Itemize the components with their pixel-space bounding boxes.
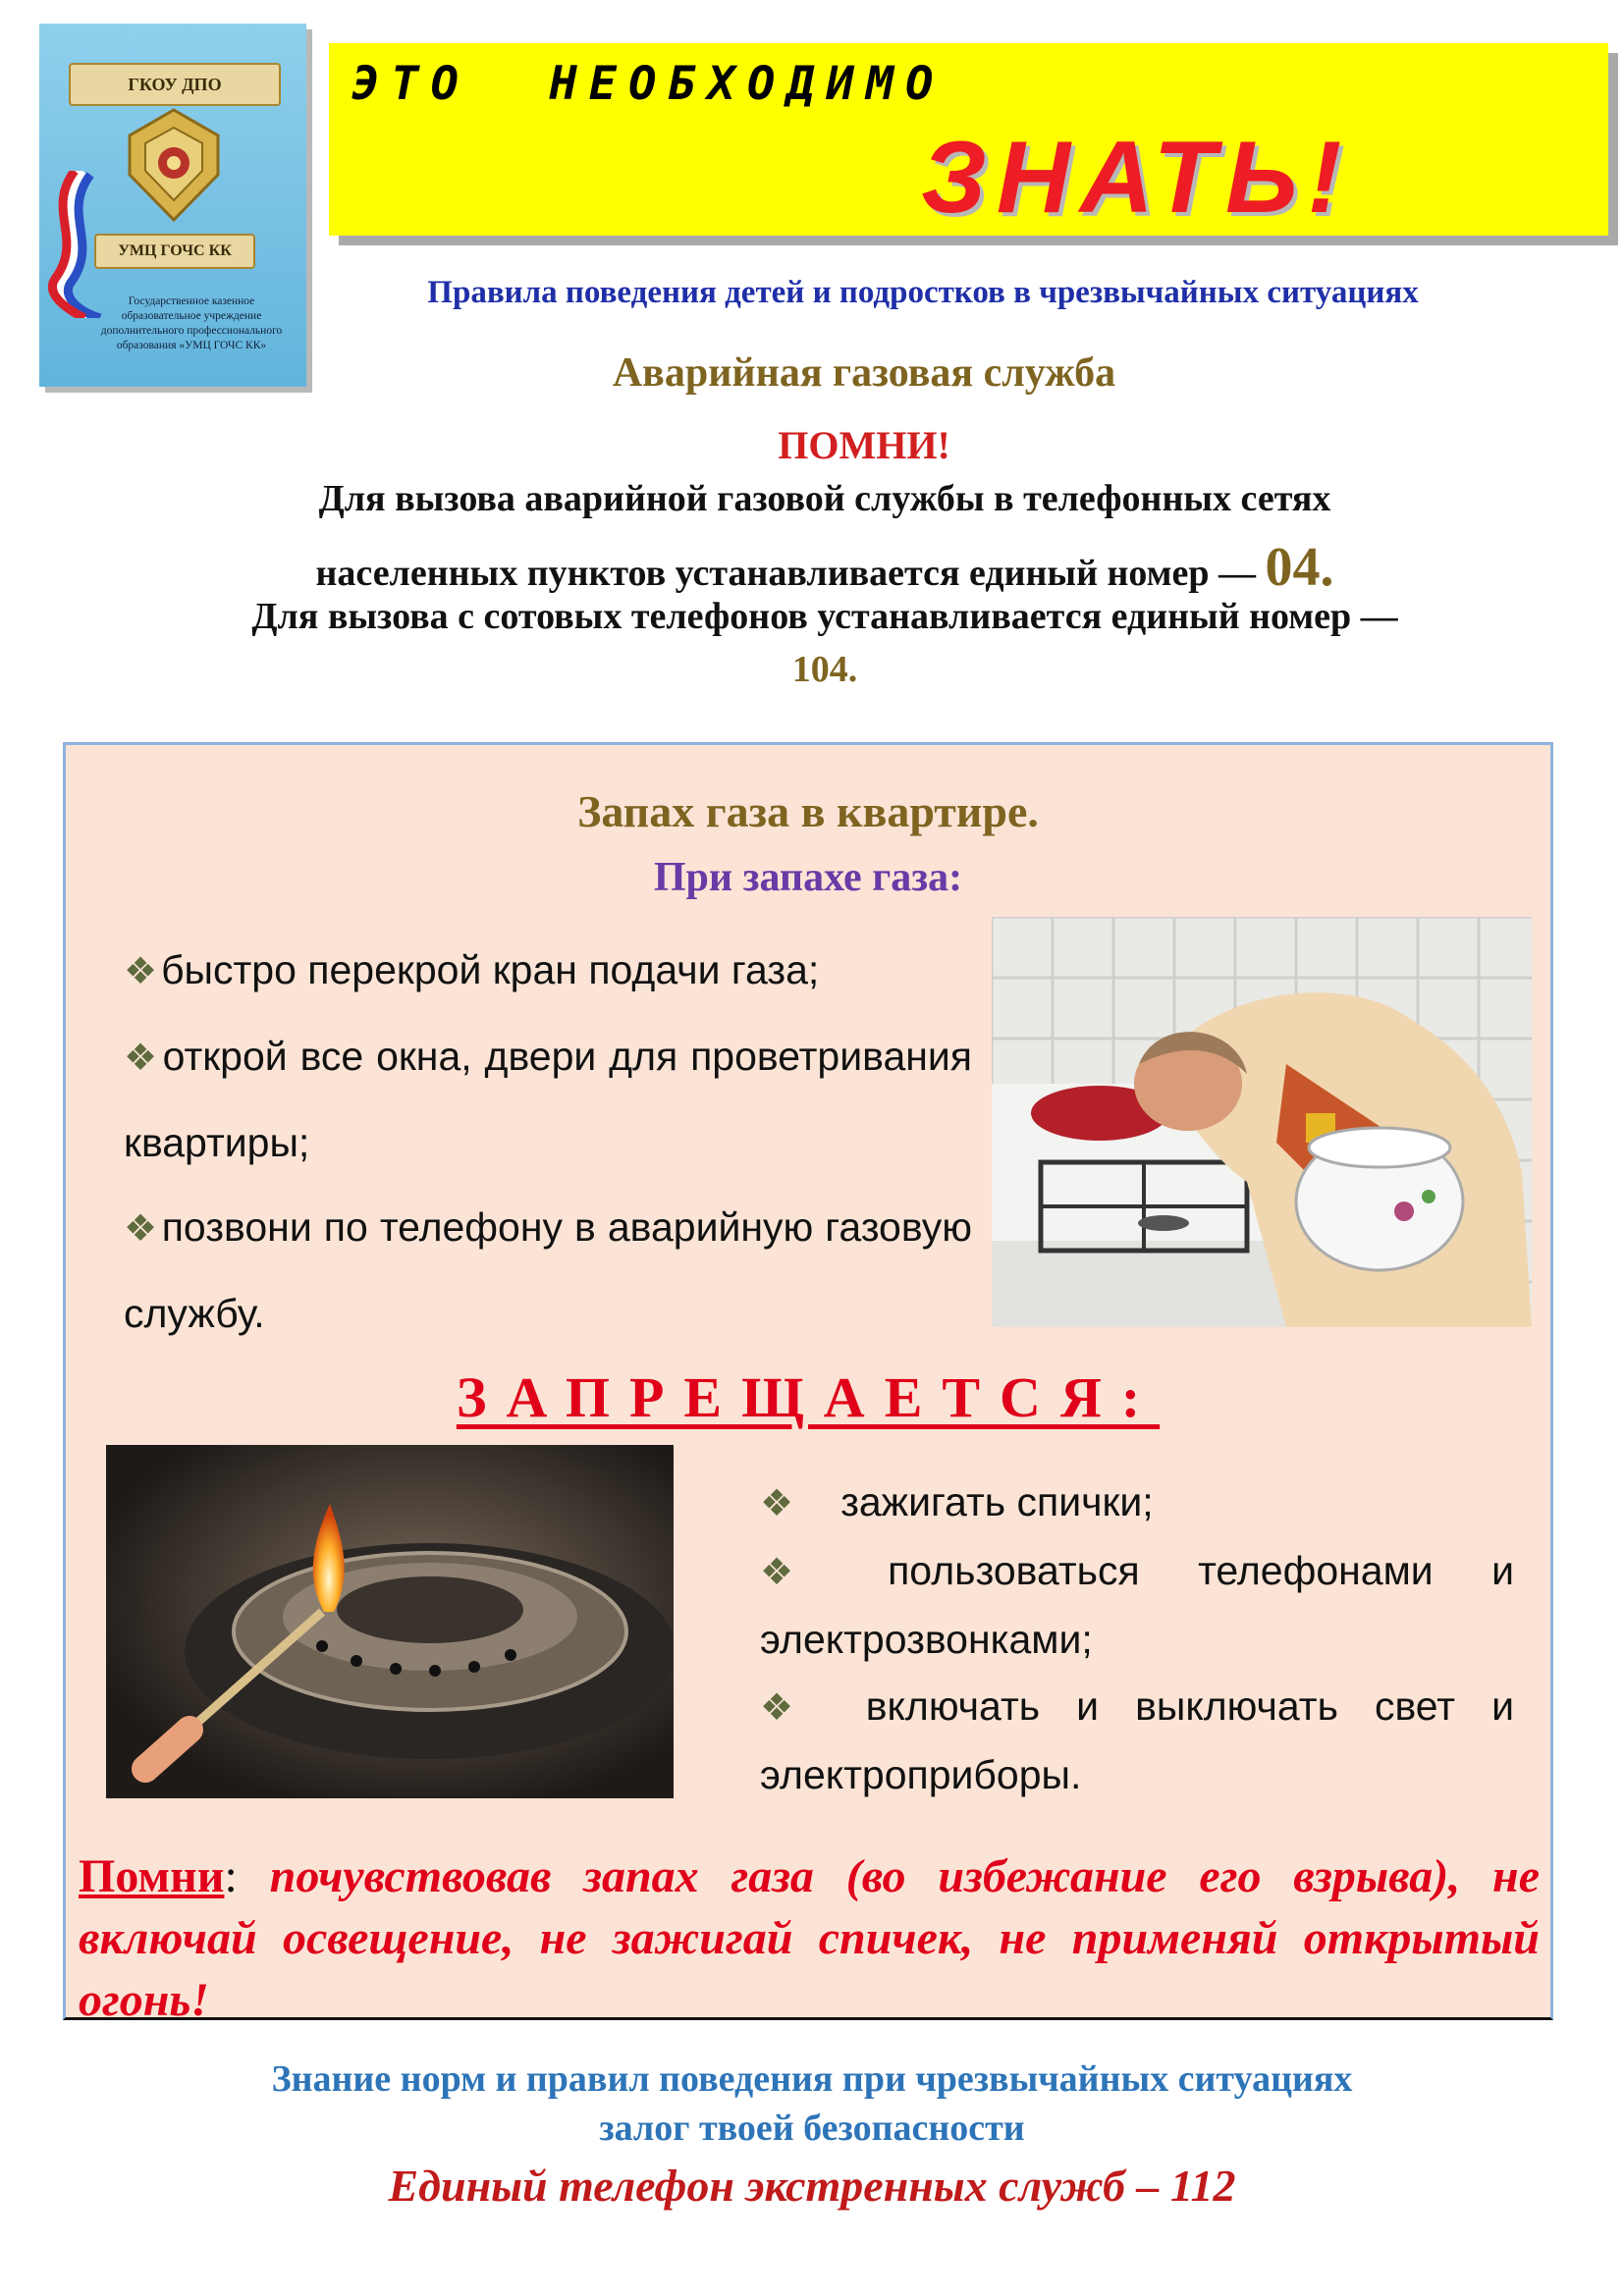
diamond-bullet-icon: ❖ bbox=[124, 951, 158, 992]
mobile-number: 104. bbox=[791, 649, 858, 690]
diamond-bullet-icon: ❖ bbox=[760, 1687, 819, 1729]
emergency-number: Единый телефон экстренных служб – 112 bbox=[388, 2161, 1236, 2211]
diamond-bullet-icon: ❖ bbox=[124, 1038, 159, 1079]
match-lighting-burner-photo bbox=[106, 1445, 674, 1798]
footer-line-1: Знание норм и правил поведения при чрезвычайных ситуациях bbox=[271, 2058, 1353, 2100]
banner-line-2: ЗНАТЬ! bbox=[921, 121, 1352, 235]
list-item: ❖быстро перекрой кран подачи газа; bbox=[124, 947, 820, 992]
banner-line-1: ЭТО НЕОБХОДИМО bbox=[352, 57, 946, 111]
forbidden-list bbox=[760, 1468, 1514, 1808]
logo-top-ribbon: ГКОУ ДПО bbox=[69, 63, 281, 106]
warning-text: почувствовав запах газа (во избежание его взрыва), не включай освещение, не зажигай спичек, не применяй открытый огонь! bbox=[79, 1850, 1541, 2026]
list-item: ❖позвони по телефону в аварийную газовую службу. bbox=[124, 1204, 972, 1336]
diamond-bullet-icon: ❖ bbox=[760, 1552, 841, 1593]
intro-line-2 bbox=[98, 536, 1551, 599]
emblem-shield-icon bbox=[120, 106, 228, 224]
organization-logo bbox=[39, 24, 306, 387]
warning-paragraph bbox=[79, 1845, 1540, 2031]
list-item: ❖ зажигать спички; bbox=[760, 1479, 1154, 1524]
list-item: ❖ пользоваться телефонами и электрозвонками; bbox=[760, 1548, 1514, 1662]
list-item: ❖ включать и выключать свет и электроприборы. bbox=[760, 1683, 1514, 1797]
logo-caption: Государственное казенное образовательное учреждение дополнительного профессионального образования «УМЦ ГОЧС КК» bbox=[100, 295, 283, 351]
rules-subtitle: Правила поведения детей и подростков в чрезвычайных ситуациях bbox=[427, 275, 1419, 310]
intro-line-3: Для вызова с сотовых телефонов устанавливается единый номер — bbox=[251, 596, 1398, 637]
diamond-bullet-icon: ❖ bbox=[760, 1483, 794, 1524]
actions-list bbox=[124, 928, 972, 1356]
warning-colon: : bbox=[224, 1850, 238, 1902]
footer-line-2: залог твоей безопасности bbox=[599, 2108, 1025, 2149]
service-title: Аварийная газовая служба bbox=[612, 350, 1116, 396]
gas-service-number: 04. bbox=[1265, 537, 1334, 598]
smell-section-title: Запах газа в квартире. bbox=[577, 786, 1039, 836]
warning-label: Помни bbox=[79, 1850, 225, 1902]
list-item: ❖открой все окна, двери для проветривания квартиры; bbox=[124, 1034, 972, 1165]
logo-bottom-ribbon: УМЦ ГОЧС КК bbox=[94, 234, 255, 269]
smell-section-subtitle: При запахе газа: bbox=[653, 855, 963, 900]
forbidden-title: ЗАПРЕЩАЕТСЯ: bbox=[456, 1365, 1161, 1429]
intro-line-1: Для вызова аварийной газовой службы в телефонных сетях bbox=[318, 478, 1331, 519]
remember-heading: ПОМНИ! bbox=[778, 423, 950, 467]
intro-line-2-text: населенных пунктов устанавливается единый номер — bbox=[315, 553, 1257, 594]
man-at-gas-stove-photo bbox=[992, 917, 1532, 1327]
diamond-bullet-icon: ❖ bbox=[124, 1208, 158, 1250]
